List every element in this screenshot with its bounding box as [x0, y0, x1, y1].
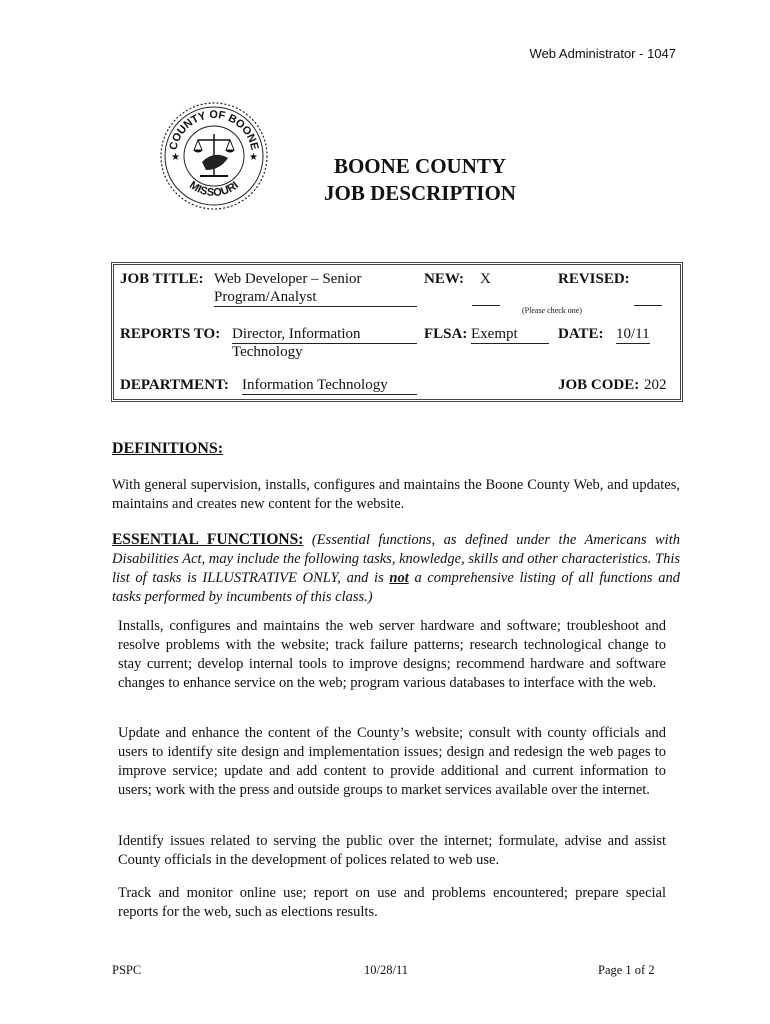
title-line-1: BOONE COUNTY [333, 154, 507, 178]
definitions-heading: DEFINITIONS: [112, 440, 224, 457]
function-paragraph: Identify issues related to serving the public over the internet; formulate, advise and assist County officials in the development of polices related to web use. [118, 833, 666, 868]
function-paragraph: Track and monitor online use; report on use and problems encountered; prepare special reports for the web, such as elections results. [118, 885, 666, 920]
county-seal-logo [158, 100, 270, 212]
job-title-line2: Program/Analyst [214, 289, 417, 307]
revised-label: REVISED: [558, 271, 630, 287]
svg-text:★: ★ [249, 152, 258, 163]
function-paragraph: Installs, configures and maintains the web server hardware and software; troubleshoot and resolve problems with the website; track failure patterns; research technological change to stay current; develop internal tools to improve designs; recommend hardware and software changes to enhance service on the web; program various databases to interface with the web. [118, 618, 666, 691]
flsa-value: Exempt [471, 326, 549, 344]
definitions-text: With general supervision, installs, configures and maintains the Boone County Web, and updates, maintains and creates new content for the website. [112, 477, 680, 512]
new-label: NEW: [424, 271, 465, 287]
department-label: DEPARTMENT: [120, 377, 229, 393]
page-number: Page 1 of 2 [598, 963, 655, 977]
footer-date: 10/28/11 [364, 963, 408, 977]
check-note: (Please check one) [522, 306, 582, 315]
job-title-line1: Web Developer – Senior [214, 271, 362, 287]
job-info-box [111, 262, 683, 402]
document-id: Web Administrator - 1047 [529, 46, 676, 61]
essential-intro-part1: (Essential functions, as defined under the Americans with Disabilities Act, may include the following tasks, knowledge, skills and other characteristics. This list of tasks is ILLUSTRATIVE ONLY, and is [112, 532, 680, 586]
job-code-value: 202 [644, 377, 667, 393]
footer-left: PSPC [112, 963, 142, 977]
title-line-2: JOB DESCRIPTION [324, 181, 516, 205]
new-value: X [480, 271, 491, 287]
flsa-label: FLSA: [424, 326, 468, 342]
svg-text:★: ★ [171, 152, 180, 163]
essential-functions-heading: ESSENTIAL FUNCTIONS: [112, 531, 304, 548]
essential-intro-part2: a comprehensive listing of all functions and tasks performed by incumbents of this class.) [112, 570, 680, 605]
svg-text:COUNTY OF BOONE: COUNTY OF BOONE [167, 108, 261, 152]
job-code-label: JOB CODE: [558, 377, 640, 393]
function-paragraph: Update and enhance the content of the County’s website; consult with county officials and users to identify site design and implementation issues; design and redesign the web pages to improve service; update and add content to provide additional and current information to users; work with the press and outside groups to market services available over the internet. [118, 725, 666, 798]
essential-intro-not: not [389, 570, 409, 586]
essential-functions-intro [112, 530, 680, 607]
department-value: Information Technology [242, 377, 417, 395]
new-checkline [472, 305, 500, 306]
revised-checkline [634, 305, 662, 306]
reports-to-line2: Technology [232, 344, 303, 360]
reports-to-line1: Director, Information [232, 326, 417, 344]
date-label: DATE: [558, 326, 604, 342]
job-title-label: JOB TITLE: [120, 271, 204, 287]
svg-text:MISSOURI: MISSOURI [187, 179, 241, 200]
document-title [300, 153, 540, 207]
reports-to-label: REPORTS TO: [120, 326, 221, 342]
date-value: 10/11 [616, 326, 650, 342]
